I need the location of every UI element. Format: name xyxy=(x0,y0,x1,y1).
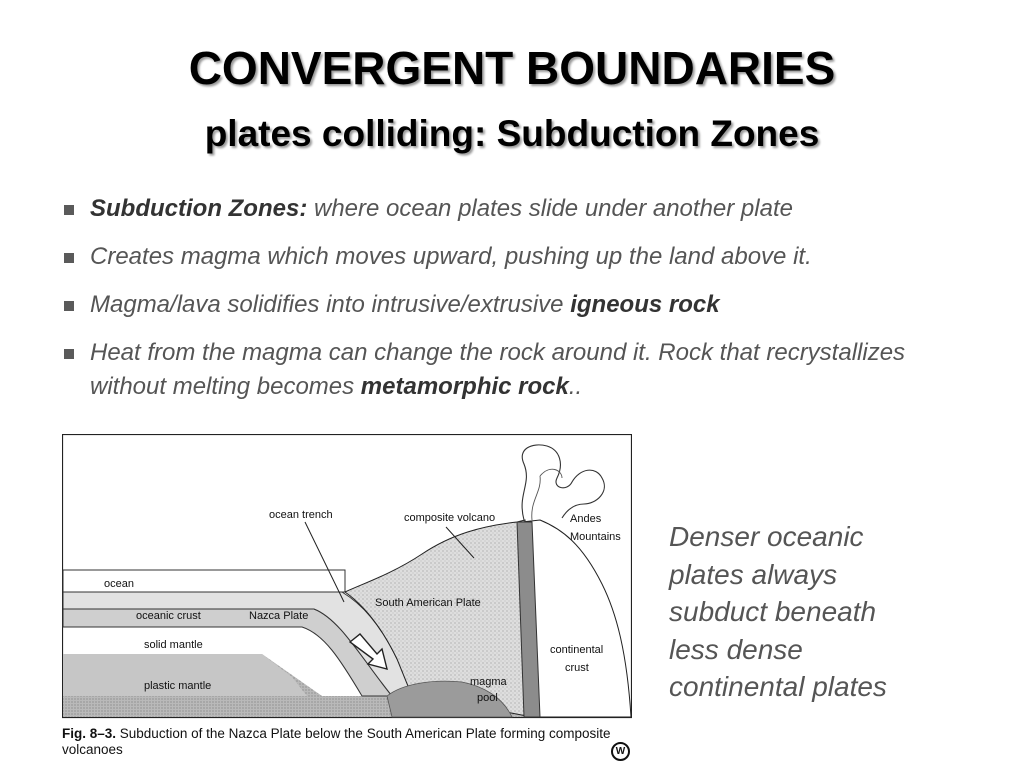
side-note: Denser oceanic plates always subduct beneath less dense continental plates xyxy=(669,521,887,702)
label-andes-line2: Mountains xyxy=(570,531,621,543)
bullet-text: Heat from the magma can change the rock around it. Rock that recrystallizes without melting becomes xyxy=(90,339,906,400)
label-solid-mantle: solid mantle xyxy=(144,639,203,651)
label-plastic-mantle: plastic mantle xyxy=(144,680,212,692)
label-continental-line1: continental xyxy=(550,644,604,656)
slide-subtitle: plates colliding: Subduction Zones xyxy=(204,113,820,154)
figure-caption-text: Subduction of the Nazca Plate below the South American Plate forming composite volcanoes xyxy=(62,726,611,757)
square-bullet-icon xyxy=(64,349,74,359)
bullet-item xyxy=(62,240,962,274)
label-continental-line2: crust xyxy=(565,662,589,674)
square-bullet-icon xyxy=(64,253,74,263)
label-magma-line1: magma xyxy=(470,676,507,688)
square-bullet-icon xyxy=(64,205,74,215)
label-magma-line2: pool xyxy=(477,692,498,704)
bullet-text: where ocean plates slide under another plate xyxy=(307,195,793,222)
subduction-diagram xyxy=(62,434,632,724)
label-south-american-plate: South American Plate xyxy=(375,597,481,609)
bullet-item xyxy=(62,288,962,322)
label-composite-volcano: composite volcano xyxy=(404,512,496,524)
figure-number: Fig. 8–3. xyxy=(62,726,117,741)
bullet-term: Subduction Zones: xyxy=(90,195,308,222)
label-ocean: ocean xyxy=(104,578,134,590)
bullet-text: Magma/lava solidifies into intrusive/extrusive xyxy=(90,291,571,318)
bullet-text: Creates magma which moves upward, pushing up the land above it. xyxy=(90,243,812,270)
label-andes-line1: Andes xyxy=(570,513,602,525)
label-nazca-plate: Nazca Plate xyxy=(249,610,309,622)
figure-caption xyxy=(62,726,640,758)
label-ocean-trench: ocean trench xyxy=(269,509,333,521)
bullet-tail: .. xyxy=(568,373,583,400)
bullet-item xyxy=(62,192,962,226)
bullet-item xyxy=(62,336,962,404)
bullet-emphasis: metamorphic rock xyxy=(360,373,569,400)
w-badge-icon: W xyxy=(611,742,630,761)
square-bullet-icon xyxy=(64,301,74,311)
slide-title: CONVERGENT BOUNDARIES xyxy=(188,42,836,94)
bullet-list xyxy=(62,192,962,418)
label-oceanic-crust: oceanic crust xyxy=(136,610,201,622)
bullet-emphasis: igneous rock xyxy=(570,291,720,318)
